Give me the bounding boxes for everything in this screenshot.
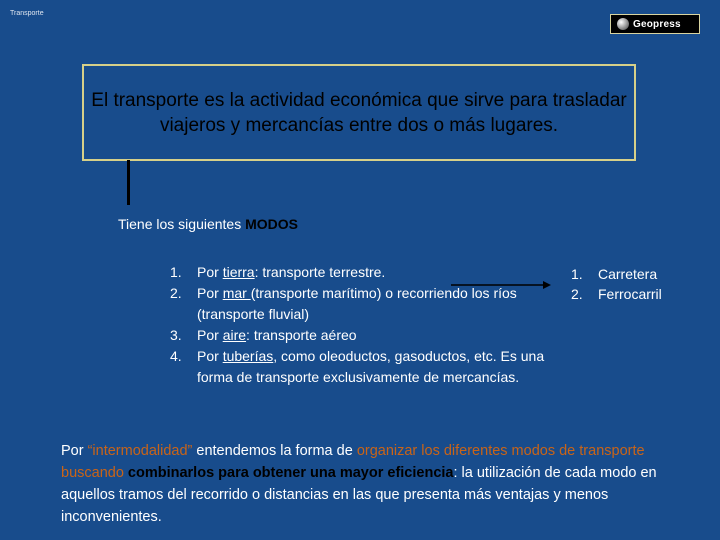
interm-text: : la utilización de cada modo en aquellos tramos del recorrido o distancias en las que presenta más ventajas y menos inconvenientes. (61, 465, 657, 525)
interm-term: “intermodalidad” (87, 443, 193, 459)
intermodality-paragraph (61, 440, 681, 528)
land-label: Ferrocarril (598, 286, 662, 302)
mode-number: 1. (170, 264, 182, 280)
geopress-logo (610, 14, 700, 34)
mode-description: : transporte aéreo (246, 327, 357, 343)
connector-line (127, 160, 130, 205)
mode-keyword: mar (222, 285, 251, 301)
arrow-right-icon (451, 279, 551, 291)
interm-text: Por (61, 443, 88, 459)
interm-highlight: organizar los diferentes modos de transporte buscando (61, 443, 645, 481)
mode-number: 3. (170, 327, 182, 343)
mode-number: 4. (170, 348, 182, 364)
slide-topic-label: Transporte (10, 10, 44, 17)
globe-icon (617, 18, 629, 30)
land-number: 2. (571, 286, 583, 302)
mode-description: , como oleoductos, gasoductos, etc. Es una forma de transporte exclusivamente de mercancías. (197, 348, 545, 385)
mode-prefix: Por (197, 348, 223, 364)
logo-text: Geopress (633, 18, 681, 30)
definition-text: El transporte es la actividad económica que sirve para trasladar viajeros y mercancías entre dos o más lugares. (91, 89, 627, 136)
interm-emphasis: combinarlos para obtener una mayor eficiencia (127, 465, 454, 481)
land-number: 1. (571, 266, 583, 282)
mode-prefix: Por (197, 285, 223, 301)
modes-intro (118, 216, 298, 232)
mode-number: 2. (170, 285, 182, 301)
land-transport-list (571, 264, 662, 304)
land-transport-item (571, 284, 662, 304)
mode-item (170, 346, 560, 388)
mode-prefix: Por (197, 327, 223, 343)
mode-text (197, 346, 560, 388)
mode-keyword: tierra (222, 264, 255, 280)
interm-text: entendemos la forma de (192, 443, 357, 459)
mode-description: (transporte marítimo) o recorriendo los ríos (transporte fluvial) (197, 285, 517, 322)
mode-keyword: aire (222, 327, 247, 343)
mode-keyword: tuberías (222, 348, 274, 364)
mode-text (197, 325, 560, 346)
land-label: Carretera (598, 266, 658, 282)
mode-item (170, 325, 560, 346)
definition-box (82, 64, 636, 161)
modes-keyword: MODOS (245, 216, 298, 232)
mode-description: : transporte terrestre. (254, 264, 386, 280)
mode-prefix: Por (197, 264, 223, 280)
modes-intro-text: Tiene los siguientes (118, 216, 246, 232)
land-transport-item (571, 264, 662, 284)
